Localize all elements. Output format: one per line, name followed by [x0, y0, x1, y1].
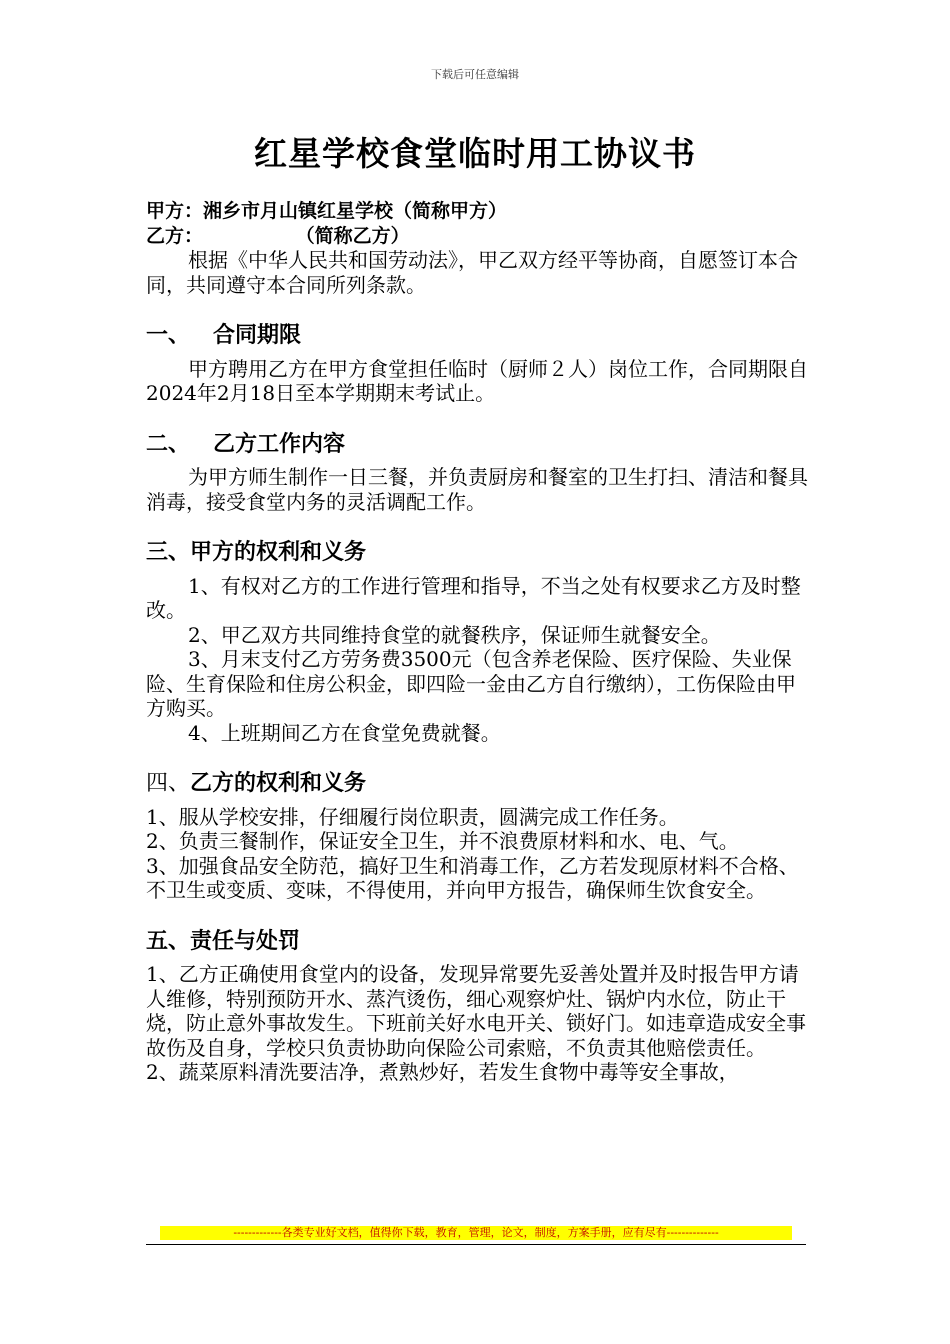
document-title: 红星学校食堂临时用工协议书	[254, 134, 696, 173]
header-note: 下载后可任意编辑	[431, 68, 519, 81]
party-b-line: 乙方： （简称乙方）	[146, 224, 410, 247]
section-3-para-4: 4、上班期间乙方在食堂免费就餐。	[188, 720, 501, 745]
section-3-para-2: 2、甲乙双方共同维持食堂的就餐秩序，保证师生就餐安全。	[188, 622, 721, 647]
section-5-para-1: 1、乙方正确使用食堂内的设备，发现异常要先妥善处置并及时报告甲方请人维修，特别预防开水、蒸汽烫伤，细心观察炉灶、锅炉内水位，防止干烧，防止意外事故发生。下班前关好水电开关、锁好门。如违章造成安全事故伤及自身，学校只负责协助向保险公司索赔，不负责其他赔偿责任。	[146, 962, 806, 1060]
section-4-para-3: 3、加强食品安全防范，搞好卫生和消毒工作，乙方若发现原材料不合格、不卫生或变质、变味，不得使用，并向甲方报告，确保师生饮食安全。	[146, 853, 799, 902]
section-5-heading: 五、责任与处罚	[146, 928, 301, 954]
party-a-line: 甲方：湘乡市月山镇红星学校（简称甲方）	[146, 200, 508, 222]
section-4-para-2: 2、负责三餐制作，保证安全卫生，并不浪费原材料和水、电、气。	[146, 829, 739, 853]
footer-divider	[146, 1244, 806, 1245]
section-4-para-1: 1、服从学校安排，仔细履行岗位职责，圆满完成工作任务。	[146, 804, 679, 829]
section-1-para-1: 甲方聘用乙方在甲方食堂担任临时（厨师２人）岗位工作，合同期限自2024年2月18日至本学期期末考试止。	[146, 356, 808, 405]
document-body	[146, 199, 810, 1085]
section-4-heading-prefix: 四、	[146, 771, 191, 796]
section-4-heading	[146, 772, 810, 797]
section-3-heading: 三、甲方的权利和义务	[146, 540, 367, 565]
section-2-heading: 二、 乙方工作内容	[146, 431, 345, 457]
intro-paragraph: 根据《中华人民共和国劳动法》，甲乙双方经平等协商，自愿签订本合同，共同遵守本合同所列条款。	[146, 248, 798, 297]
section-1-heading: 一、 合同期限	[146, 323, 301, 348]
footer-banner: -------------各类专业好文档，值得你下载，教育，管理，论文，制度，方案手册，应有尽有--------------	[160, 1226, 792, 1240]
section-2-para-1: 为甲方师生制作一日三餐，并负责厨房和餐室的卫生打扫、清洁和餐具消毒，接受食堂内务的灵活调配工作。	[146, 465, 808, 514]
section-5-para-2: 2、蔬菜原料清洗要洁净，煮熟炒好，若发生食物中毒等安全事故，	[146, 1060, 739, 1084]
section-3-para-3: 3、月末支付乙方劳务费3500元（包含养老保险、医疗保险、失业保险、生育保险和住房公积金，即四险一金由乙方自行缴纳），工伤保险由甲方购买。	[146, 647, 796, 720]
section-3-para-1: 1、有权对乙方的工作进行管理和指导，不当之处有权要求乙方及时整改。	[146, 573, 801, 622]
section-4-heading-text: 乙方的权利和义务	[190, 771, 367, 796]
